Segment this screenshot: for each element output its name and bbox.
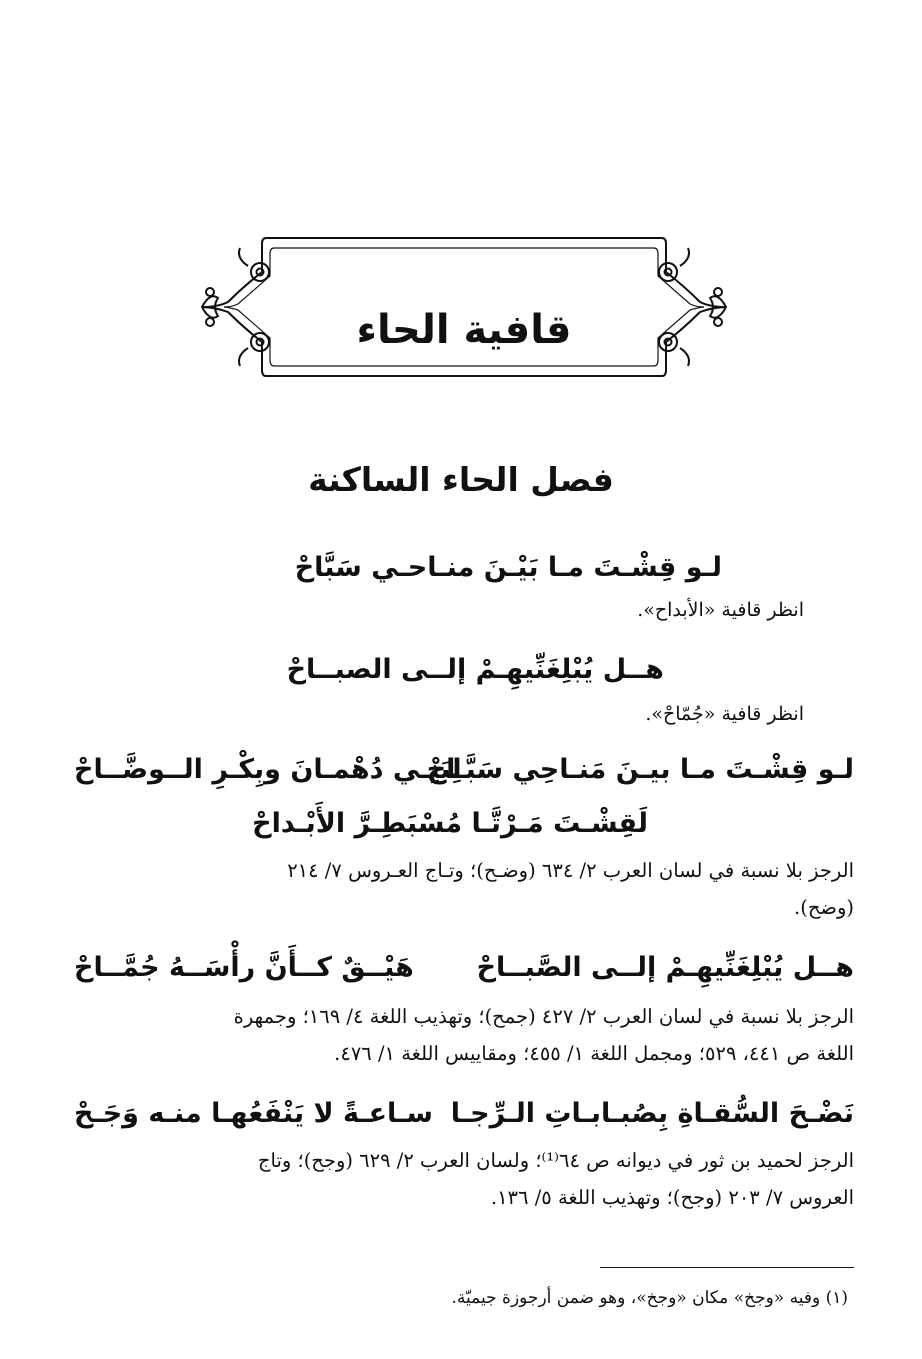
title-cartouche	[196, 232, 732, 382]
source-note	[74, 852, 854, 926]
source-note	[74, 998, 854, 1072]
footnote: (١) وفيه «وجخ» مكان «وجخ»، وهو ضمن أرجوزة جيميّة.	[451, 1288, 848, 1308]
second-hemistich: هَيْــقٌ كــأَنَّ رأْسَــهُ جُمَّــاحْ	[74, 952, 414, 983]
verse-couplet	[74, 1092, 854, 1136]
note-line: العروس ٧/ ٢٠٣ (وجح)؛ وتهذيب اللغة ٥/ ١٣٦.	[490, 1186, 854, 1209]
first-hemistich: لـو قِشْـتَ مـا بيـنَ مَنـاحِي سَبَّـاحْ	[426, 754, 854, 785]
note-line: الرجز لحميد بن ثور في ديوانه ص ٦٤⁽¹⁾؛ ولسان العرب ٢/ ٦٢٩ (وجح)؛ وتاج	[257, 1149, 854, 1172]
second-hemistich: سـاعـةً لا يَنْفَعُهـا منـه وَجَـحْ	[74, 1098, 433, 1129]
note-line: اللغة ص ٤٤١، ٥٢٩؛ ومجمل اللغة ١/ ٤٥٥؛ ومقاييس اللغة ١/ ٤٧٦.	[334, 1042, 854, 1065]
verse-line: هــل يُبْلِغَنِّيهِـمْ إلــى الصبــاحْ	[286, 654, 664, 685]
verse-line: لـو قِشْـتَ مـا بَيْـنَ منـاحـي سَبَّاحْ	[294, 552, 722, 583]
section-title: فصل الحاء الساكنة	[308, 460, 614, 499]
first-hemistich: هــل يُبْلِغَنِّيهِـمْ إلــى الصَّبــاحْ	[476, 952, 854, 983]
third-hemistich: لَقِشْـتَ مَـرْتَّـا مُسْبَطِـرَّ الأَبْـداحْ	[252, 808, 648, 839]
chapter-title: قافية الحاء	[356, 307, 572, 353]
second-hemistich: لِبَنِـي دُهْمـانَ وبِكْـرِ الــوضَّــاحْ	[74, 754, 462, 785]
cross-reference: انظر قافية «جُمّاحْ».	[645, 703, 804, 725]
note-line: الرجز بلا نسبة في لسان العرب ٢/ ٦٣٤ (وضـح)؛ وتـاج العـروس ٧/ ٢١٤	[287, 859, 854, 882]
source-note	[74, 1142, 854, 1216]
footnote-divider	[600, 1267, 854, 1268]
first-hemistich: نَضْـحَ السُّقـاةِ بِصُبـابـاتِ الـرِّجـا	[450, 1098, 854, 1129]
note-line: الرجز بلا نسبة في لسان العرب ٢/ ٤٢٧ (جمح)؛ وتهذيب اللغة ٤/ ١٦٩؛ وجمهرة	[233, 1005, 854, 1028]
cross-reference: انظر قافية «الأبداح».	[637, 599, 804, 621]
verse-couplet	[74, 946, 854, 990]
verse-couplet	[74, 748, 854, 792]
note-line: (وضح).	[794, 896, 854, 919]
